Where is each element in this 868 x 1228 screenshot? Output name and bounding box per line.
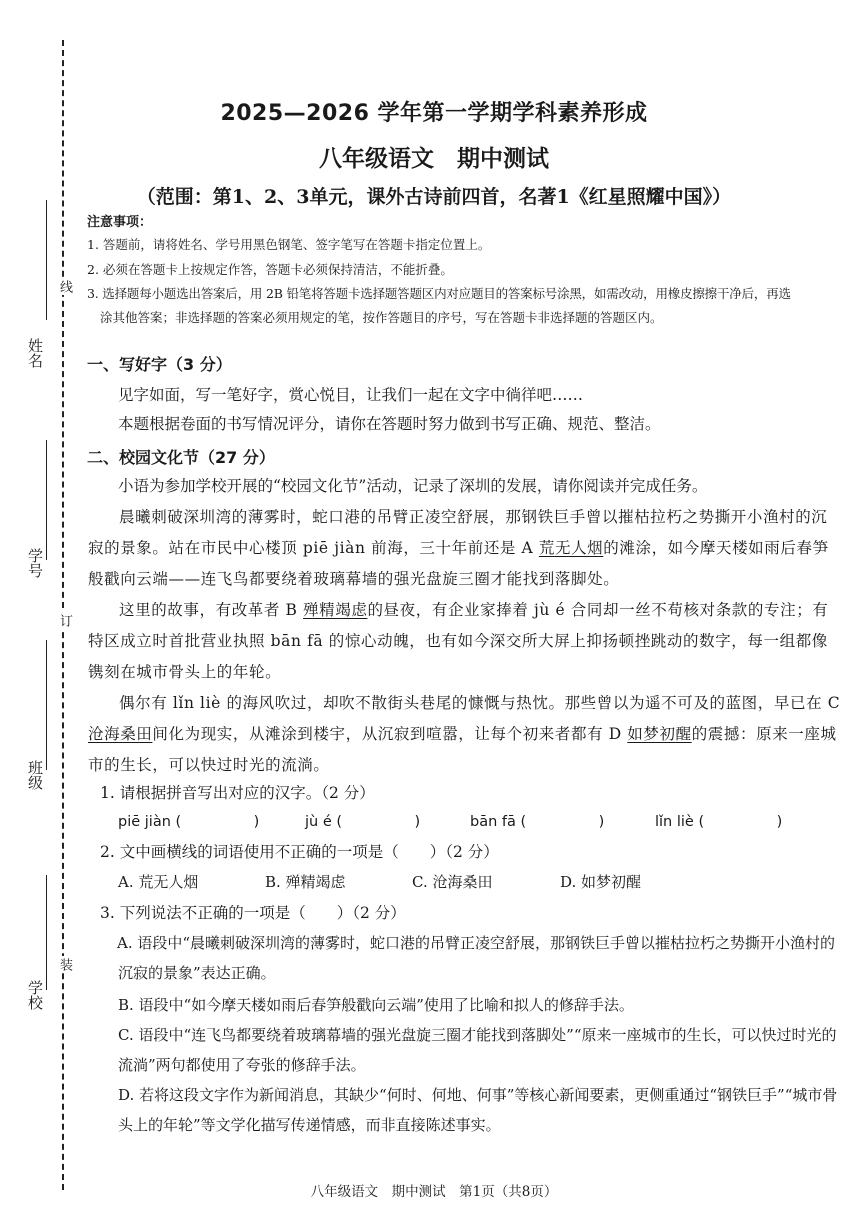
margin-mark-bind: 订	[57, 614, 72, 627]
question-1-stem: 1. 请根据拼音写出对应的汉字。（2 分）	[100, 784, 375, 802]
exam-scope: （范围：第1、2、3单元，课外古诗前四首，名著1《红星照耀中国》）	[136, 186, 732, 208]
section-1-para-2: 本题根据卷面的书写情况评分，请你在答题时努力做到书写正确、规范、整洁。	[118, 415, 661, 433]
passage-paragraph-3: 偶尔有 lǐn liè 的海风吹过，却吹不散街头巷尾的慷慨与热忱。那些曾以为遥不可及的蓝图，早已在 C 沧海桑田间化为现实，从滩涂到楼宇，从沉寂到喧嚣，让每个初来者都有 D 如梦初醒的震撼：原来一座城市的生长，可以快过时光的流淌。	[88, 694, 841, 774]
section-1-title: 一、写好字（3 分）	[87, 355, 232, 374]
underlined-word-d: 如梦初醒	[627, 725, 692, 743]
q3-option-a[interactable]: A. 语段中“晨曦刺破深圳湾的薄雾时，蛇口港的吊臂正凌空舒展，那钢铁巨手曾以摧枯拉朽之势撕开小渔村的沉寂的景象”表达正确。	[117, 934, 836, 982]
q3-option-d[interactable]: D. 若将这段文字作为新闻消息，其缺少“何时、何地、何事”等核心新闻要素，更侧重通过“钢铁巨手”“城市骨头上的年轮”等文学化描写传递情感，而非直接陈述事实。	[118, 1086, 838, 1134]
underlined-word-c: 沧海桑田	[88, 725, 153, 743]
q3-option-c[interactable]: C. 语段中“连飞鸟都要绕着玻璃幕墙的强光盘旋三圈才能找到落脚处”“原来一座城市的生长，可以快过时光的流淌”两句都使用了夸张的修辞手法。	[118, 1026, 837, 1074]
note-item-1: 1. 答题前，请将姓名、学号用黑色钢笔、签字笔写在答题卡指定位置上。	[87, 237, 491, 252]
margin-label-school: 学校	[26, 980, 44, 1010]
section-2-intro: 小语为参加学校开展的“校园文化节”活动，记录了深圳的发展，请你阅读并完成任务。	[118, 477, 708, 495]
note-item-2: 2. 必须在答题卡上按规定作答，答题卡必须保持清洁，不能折叠。	[87, 262, 453, 277]
q2-option-a[interactable]: A. 荒无人烟	[118, 873, 199, 891]
q1-blank-2[interactable]: jù é ( )	[305, 814, 421, 830]
section-2-title: 二、校园文化节（27 分）	[87, 448, 275, 467]
q1-blank-3[interactable]: bān fā ( )	[470, 814, 605, 830]
class-write-line[interactable]	[46, 640, 47, 770]
margin-label-name: 姓名	[26, 338, 44, 368]
exam-term-title: 2025—2026 学年第一学期学科素养形成	[220, 101, 648, 126]
q1-blank-1[interactable]: piē jiàn ( )	[118, 814, 260, 830]
note-item-3: 3. 选择题每小题选出答案后，用 2B 铅笔将答题卡选择题答题区内对应题目的答案标号涂黑，如需改动，用橡皮擦擦干净后，再选	[87, 286, 791, 301]
question-2-stem: 2. 文中画横线的词语使用不正确的一项是（ ）（2 分）	[100, 843, 499, 861]
passage-paragraph-1: 晨曦刺破深圳湾的薄雾时，蛇口港的吊臂正凌空舒展，那钢铁巨手曾以摧枯拉朽之势撕开小渔村的沉寂的景象。站在市民中心楼顶 piē jiàn 前海，三十年前还是 A 荒无人烟的滩涂，如今摩天楼如雨后春笋般戳向云端——连飞鸟都要绕着玻璃幕墙的强光盘旋三圈才能找到落脚处。	[88, 508, 829, 588]
exam-title: 八年级语文 期中测试	[319, 145, 549, 172]
page-footer: 八年级语文 期中测试 第1页（共8页）	[310, 1184, 558, 1200]
q3-option-b[interactable]: B. 语段中“如今摩天楼如雨后春笋般戳向云端”使用了比喻和拟人的修辞手法。	[118, 996, 634, 1014]
note-item-3-cont: 涂其他答案；非选择题的答案必须用规定的笔，按作答题目的序号，写在答题卡非选择题的答题区内。	[100, 310, 663, 325]
q2-option-c[interactable]: C. 沧海桑田	[412, 873, 493, 891]
section-1-para-1: 见字如面，写一笔好字，赏心悦目，让我们一起在文字中徜徉吧……	[118, 386, 584, 404]
q1-blank-4[interactable]: lǐn liè ( )	[655, 814, 783, 830]
question-3-stem: 3. 下列说法不正确的一项是（ ）（2 分）	[100, 904, 406, 922]
margin-mark-pack: 装	[57, 958, 72, 971]
notes-heading: 注意事项：	[87, 215, 153, 230]
q2-option-d[interactable]: D. 如梦初醒	[560, 873, 642, 891]
underlined-word-b: 殚精竭虑	[303, 601, 368, 619]
school-write-line[interactable]	[46, 875, 47, 990]
margin-mark-line: 线	[57, 280, 72, 293]
margin-label-class: 班级	[26, 760, 44, 790]
margin-label-student-id: 学号	[26, 548, 44, 578]
q2-option-b[interactable]: B. 殚精竭虑	[265, 873, 346, 891]
passage-paragraph-2: 这里的故事，有改革者 B 殚精竭虑的昼夜，有企业家捧着 jù é 合同却一丝不苟核对条款的专注；有特区成立时首批营业执照 bān fā 的惊心动魄，也有如今深交所大屏上抑扬顿挫跳动的数字，每一组都像镌刻在城市骨头上的年轮。	[88, 601, 829, 681]
underlined-word-a: 荒无人烟	[538, 539, 604, 557]
student-id-write-line[interactable]	[46, 440, 47, 560]
name-write-line[interactable]	[46, 200, 47, 320]
